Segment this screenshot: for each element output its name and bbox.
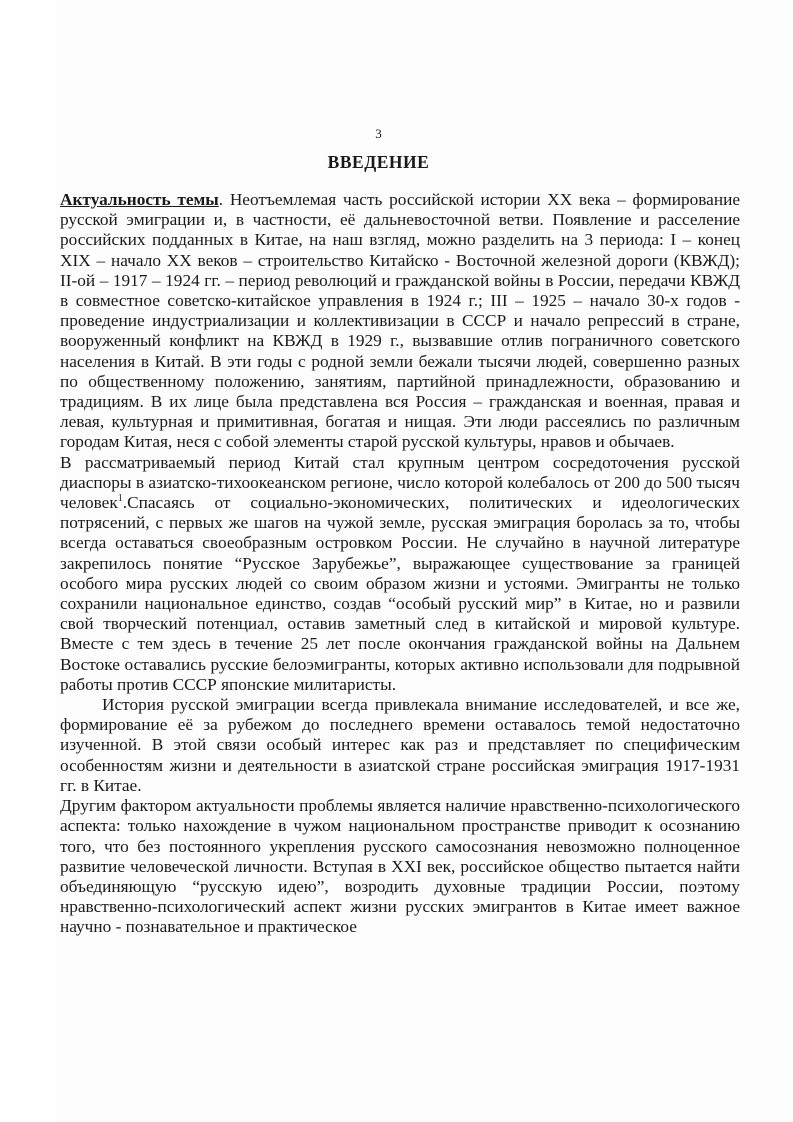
paragraph-relevance bbox=[60, 190, 740, 453]
paragraph-text: . Неотъемлемая часть российской истории XX века – формирование русской эмиграции и, в частности, её дальневосточной ветви. Появление и расселение российских подданных в Китае, на наш взгляд, можно разделить на 3 периода: I – конец XIX – начало XX веков – строительство Китайско - Восточной железной дороги (КВЖД); II-ой – 1917 – 1924 гг. – период революций и гражданской войны в России, передачи КВЖД в совместное советско-китайское управления в 1924 г.; III – 1925 – начало 30-х годов - проведение индустриализации и коллективизации в СССР и начало репрессий в стране, вооруженный конфликт на КВЖД в 1929 г., вызвавшие отлив пограничного советского населения в Китай. В эти годы с родной земли бежали тысячи людей, совершенно разных по общественному положению, занятиям, партийной принадлежности, образованию и традициям. В их лице была представлена вся Россия – гражданская и военная, правая и левая, культурная и примитивная, богатая и нищая. Эти люди рассеялись по различным городам Китая, неся с собой элементы старой русской культуры, нравов и обычаев. bbox=[60, 190, 740, 452]
paragraph-diaspora bbox=[60, 453, 740, 695]
paragraph-moral-aspect: Другим фактором актуальности проблемы является наличие нравственно-психологического аспекта: только нахождение в чужом национальном пространстве приводит к осознанию того, что без постоянного укрепления русского самосознания невозможно полноценное развитие человеческой личности. Вступая в XXI век, российское общество пытается найти объединяющую “русскую идею”, возродить духовные традиции России, поэтому нравственно-психологический аспект жизни русских эмигрантов в Китае имеет важное научно - познавательное и практическое bbox=[60, 796, 740, 937]
paragraph-history: История русской эмиграции всегда привлекала внимание исследователей, и все же, формирование её за рубежом до последнего времени оставалось темой недостаточно изученной. В этой связи особый интерес как раз и представляет по специфическим особенностям жизни и деятельности в азиатской стране российская эмиграция 1917-1931 гг. в Китае. bbox=[60, 695, 740, 795]
scan-margin-edge bbox=[0, 0, 56, 1122]
body-text bbox=[60, 190, 740, 938]
paragraph-text: В рассматриваемый период Китай стал крупным центром сосредоточения русской диаспоры в азиатско-тихоокеанском регионе, число которой колебалось от 200 до 500 тысяч человек bbox=[60, 452, 740, 513]
page-title: ВВЕДЕНИЕ bbox=[327, 152, 430, 172]
topic-label: Актуальность темы bbox=[60, 190, 219, 209]
page-number: 3 bbox=[375, 126, 382, 141]
paragraph-text: .Спасаясь от социально-экономических, политических и идеологических потрясений, с первых же шагов на чужой земле, русская эмиграция боролась за то, чтобы всегда оставаться своеобразным островком России. Не случайно в научной литературе закрепилось понятие “Русское Зарубежье”, выражающее существование за границей особого мира русских людей со своим образом жизни и устоями. Эмигранты не только сохранили национальное единство, создав “особый русский мир” в Китае, но и развили свой творческий потенциал, оставив заметный след в китайской и мировой культуре. Вместе с тем здесь в течение 25 лет после окончания гражданской войны на Дальнем Востоке оставались русские белоэмигранты, которых активно использовали для подрывной работы против СССР японские милитаристы. bbox=[60, 493, 740, 694]
footnote-marker[interactable]: 1 bbox=[117, 493, 123, 505]
